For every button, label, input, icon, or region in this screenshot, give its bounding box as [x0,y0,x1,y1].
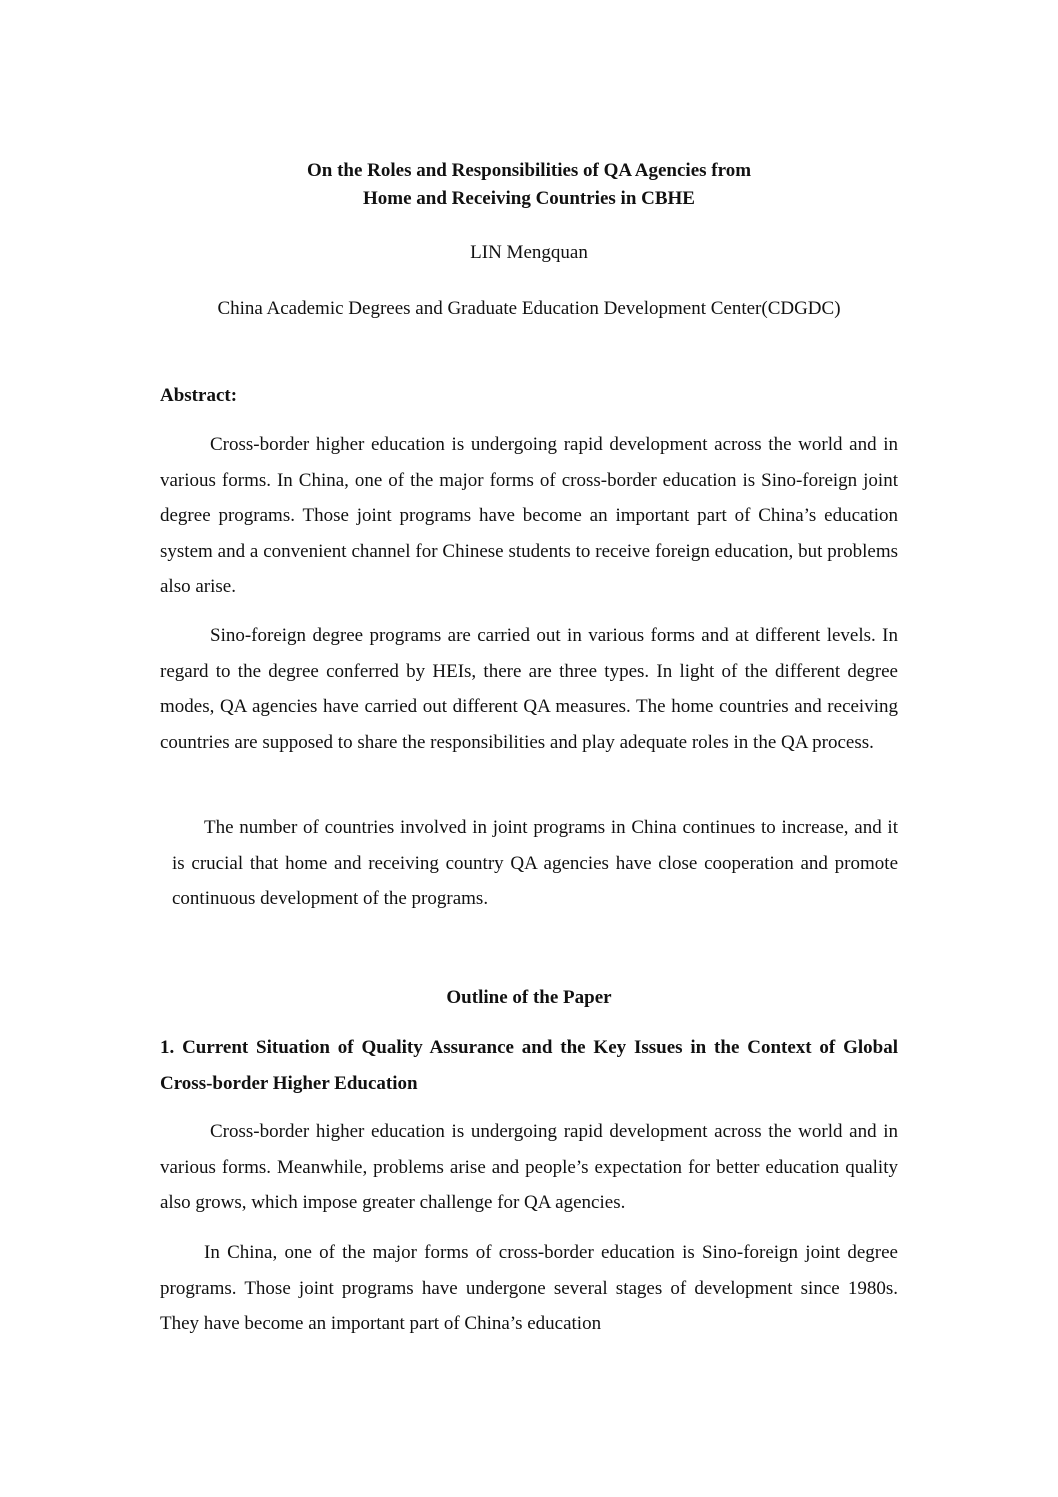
section-1-paragraph-1: Cross-border higher education is undergoing rapid development across the world and in various forms. Meanwhile, problems arise and people’s expectation for better education quality also grows, which impose greater challenge for QA agencies. [160,1121,898,1214]
author-name: LIN Mengquan [470,242,588,263]
section-1-paragraph-2: In China, one of the major forms of cross-border education is Sino-foreign joint degree programs. Those joint programs have undergone several stages of development since 1980s. They have become an important part of China’s education [160,1242,898,1335]
abstract-paragraph-3: The number of countries involved in joint programs in China continues to increase, and it is crucial that home and receiving country QA agencies have close cooperation and promote continuous development of the programs. [172,817,898,910]
abstract-paragraph-2: Sino-foreign degree programs are carried out in various forms and at different levels. In regard to the degree conferred by HEIs, there are three types. In light of the different degree modes, QA agencies have carried out different QA measures. The home countries and receiving countries are supposed to share the responsibilities and play adequate roles in the QA process. [160,625,898,753]
abstract-heading: Abstract: [160,385,238,406]
outline-heading: Outline of the Paper [446,987,612,1008]
section-1-heading: 1. Current Situation of Quality Assurance and the Key Issues in the Context of Global Cross-border Higher Education [160,1037,898,1094]
paper-title-line-1: On the Roles and Responsibilities of QA Agencies from [306,160,752,181]
paper-title-line-2: Home and Receiving Countries in CBHE [363,188,695,209]
paper-title [160,157,898,213]
author-affiliation: China Academic Degrees and Graduate Education Development Center(CDGDC) [217,298,841,319]
abstract-paragraph-1: Cross-border higher education is undergoing rapid development across the world and in various forms. In China, one of the major forms of cross-border education is Sino-foreign joint degree programs. Those joint programs have become an important part of China’s education system and a convenient channel for Chinese students to receive foreign education, but problems also arise. [160,434,898,598]
